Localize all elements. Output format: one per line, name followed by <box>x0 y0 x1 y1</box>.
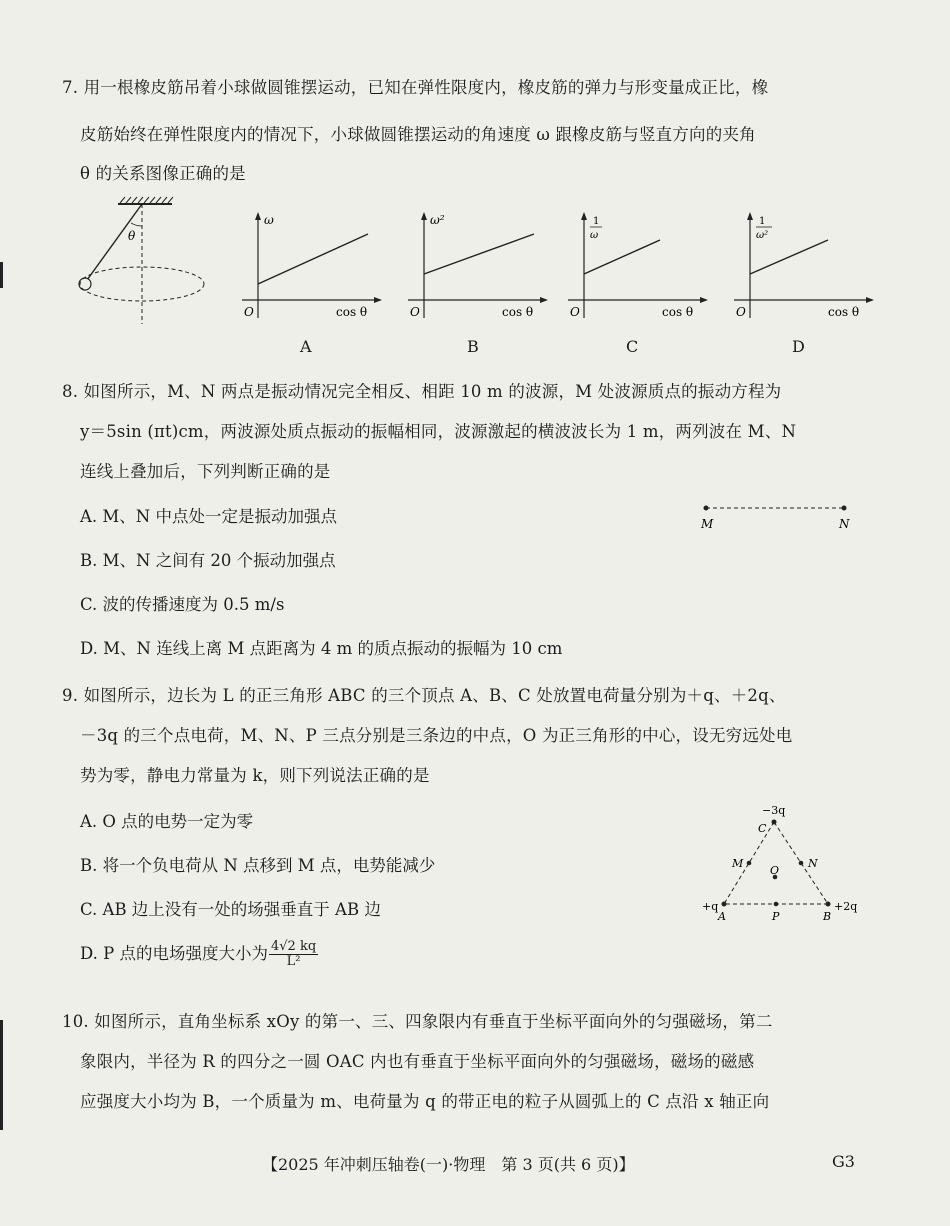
graph-c-x-label: cos θ <box>662 305 694 319</box>
q9-line-1: 9. 如图所示，边长为 L 的正三角形 ABC 的三个顶点 A、B、C 处放置电荷量分别为＋q、＋2q、 <box>62 686 786 705</box>
vertex-b-label: B <box>823 910 832 923</box>
center-o-label: O <box>770 864 780 877</box>
point-m-label: M <box>701 517 714 531</box>
mn-line-figure <box>696 498 856 534</box>
charge-a-label: +q <box>702 900 719 913</box>
q8-option-d: D. M、N 连线上离 M 点距离为 4 m 的质点振动的振幅为 10 cm <box>80 639 563 658</box>
vertex-a-label: A <box>718 910 726 923</box>
graph-b-origin: O <box>410 305 420 319</box>
q9-option-a: A. O 点的电势一定为零 <box>80 812 254 831</box>
graph-d-y-den: ω² <box>756 230 769 241</box>
triangle-charge-figure <box>698 800 866 930</box>
binding-mark <box>0 262 3 288</box>
q8-line-2: y＝5sin (πt)cm，两波源处质点振动的振幅相同，波源激起的横波波长为 1 m，两列波在 M、N <box>80 422 797 441</box>
graph-d-label: D <box>792 337 805 356</box>
graph-a-label: A <box>300 337 312 356</box>
graph-b-x-label: cos θ <box>502 305 534 319</box>
charge-c-label: −3q <box>762 804 786 817</box>
midpoint-p-label: P <box>772 910 780 923</box>
charge-b-label: +2q <box>834 900 858 913</box>
q8-option-a: A. M、N 中点处一定是振动加强点 <box>80 507 337 526</box>
graph-c <box>560 208 710 323</box>
point-n-label: N <box>839 517 850 531</box>
q8-line-3: 连线上叠加后，下列判断正确的是 <box>80 462 331 481</box>
fraction-denominator: L² <box>286 954 301 969</box>
graph-a-origin: O <box>244 305 254 319</box>
q9-line-3: 势为零，静电力常量为 k，则下列说法正确的是 <box>80 766 430 785</box>
q9-option-d <box>80 940 319 969</box>
graph-c-label: C <box>626 337 639 356</box>
q8-line-1: 8. 如图所示，M、N 两点是振动情况完全相反、相距 10 m 的波源，M 处波源质点的振动方程为 <box>62 382 782 401</box>
graph-b-label: B <box>467 337 479 356</box>
page-footer: 【2025 年冲刺压轴卷(一)·物理 第 3 页(共 6 页)】 <box>262 1155 635 1174</box>
graph-d <box>726 208 876 323</box>
q9-option-d-text: D. P 点的电场强度大小为 <box>80 944 268 963</box>
vertex-c-label: C <box>758 822 767 835</box>
graph-a-x-label: cos θ <box>336 305 368 319</box>
graph-a <box>234 208 384 323</box>
binding-mark <box>0 1020 3 1130</box>
midpoint-m-label: M <box>732 857 744 870</box>
graph-b-y-label: ω² <box>430 213 445 227</box>
q9-line-2: －3q 的三个点电荷，M、N、P 三点分别是三条边的中点，O 为正三角形的中心，设无穷远处电 <box>80 726 793 745</box>
q10-line-2: 象限内，半径为 R 的四分之一圆 OAC 内也有垂直于坐标平面向外的匀强磁场，磁场的磁感 <box>80 1052 755 1071</box>
q7-line-2: 皮筋始终在弹性限度内的情况下，小球做圆锥摆运动的角速度 ω 跟橡皮筋与竖直方向的夹角 <box>80 125 756 144</box>
graph-d-y-num: 1 <box>759 216 766 227</box>
field-strength-fraction <box>269 940 318 969</box>
graph-d-x-label: cos θ <box>828 305 860 319</box>
graph-d-origin: O <box>736 305 746 319</box>
q10-line-1: 10. 如图所示，直角坐标系 xOy 的第一、三、四象限内有垂直于坐标平面向外的匀强磁场，第二 <box>62 1012 773 1031</box>
graph-c-y-den: ω <box>590 230 599 241</box>
q7-line-1: 7. 用一根橡皮筋吊着小球做圆锥摆运动，已知在弹性限度内，橡皮筋的弹力与形变量成正比，橡 <box>62 78 769 97</box>
q9-option-b: B. 将一个负电荷从 N 点移到 M 点，电势能减少 <box>80 856 436 875</box>
q7-line-3: θ 的关系图像正确的是 <box>80 164 246 183</box>
graph-c-origin: O <box>570 305 580 319</box>
conical-pendulum-figure <box>70 196 220 326</box>
q10-line-3: 应强度大小均为 B，一个质量为 m、电荷量为 q 的带正电的粒子从圆弧上的 C 点沿 x 轴正向 <box>80 1092 770 1111</box>
q9-option-c: C. AB 边上没有一处的场强垂直于 AB 边 <box>80 900 381 919</box>
fraction-numerator: 4√2 kq <box>270 939 317 954</box>
midpoint-n-label: N <box>808 857 818 870</box>
graph-b <box>400 208 550 323</box>
graph-c-y-num: 1 <box>593 216 600 227</box>
paper-code: G3 <box>832 1152 855 1171</box>
graph-a-y-label: ω <box>264 213 274 227</box>
q8-option-b: B. M、N 之间有 20 个振动加强点 <box>80 551 336 570</box>
q8-option-c: C. 波的传播速度为 0.5 m/s <box>80 595 285 614</box>
angle-theta-label: θ <box>128 229 136 243</box>
